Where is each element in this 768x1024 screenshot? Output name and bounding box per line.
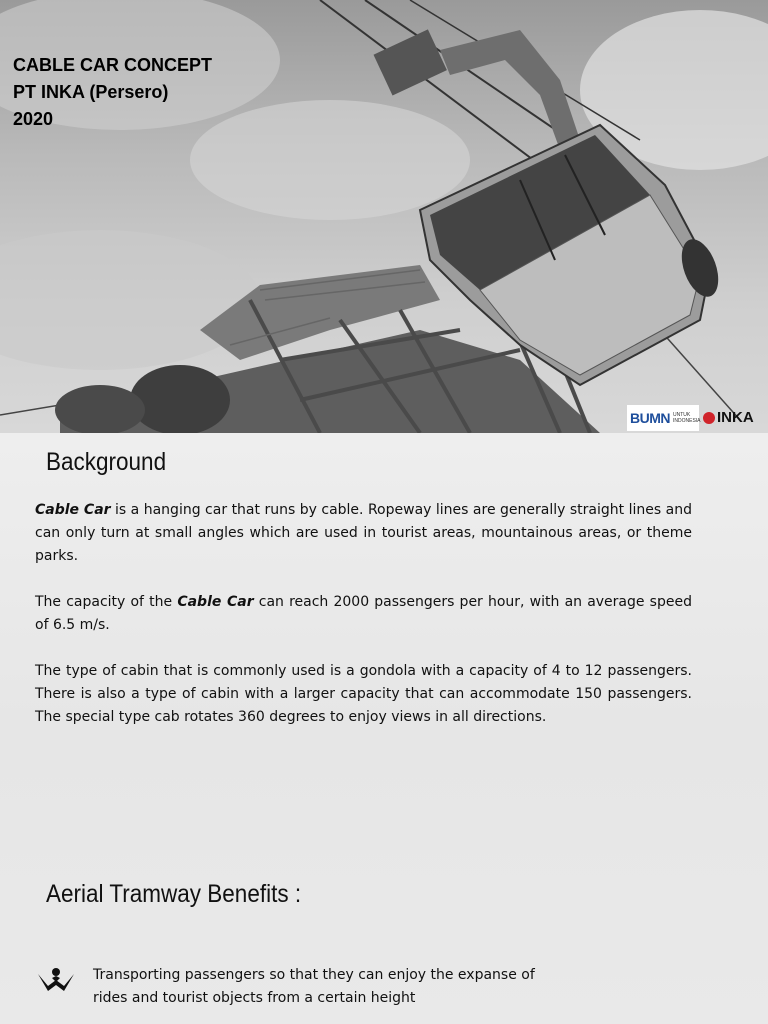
bumn-logo	[627, 405, 699, 431]
paragraph-1-text: is a hanging car that runs by cable. Ropeway lines are generally straight lines and can only turn at small angles which are used in tourist areas, mountainous areas, or theme parks.	[35, 502, 692, 564]
benefit-item-1: Transporting passengers so that they can enjoy the expanse of rides and tourist objects from a certain height	[93, 967, 535, 1006]
people-icon	[36, 966, 76, 994]
hero-title-line-3: 2020	[13, 109, 54, 129]
hero-banner	[0, 0, 768, 433]
paragraph-2-before: The capacity of the	[35, 594, 178, 610]
background-paragraph-3: The type of cabin that is commonly used is a gondola with a capacity of 4 to 12 passengers. There is also a type of cabin with a larger capacity that can accommodate 150 passengers. The special type cab rotates 360 degrees to enjoy views in all directions.	[35, 663, 692, 725]
hero-title	[13, 52, 212, 133]
cable-car-term: Cable Car	[177, 594, 254, 610]
logo-strip	[627, 403, 768, 432]
cable-car-term: Cable Car	[35, 502, 111, 518]
bumn-logo-text: BUMN	[630, 409, 670, 426]
inka-mark-icon	[703, 412, 715, 424]
hero-title-line-1: CABLE CAR CONCEPT	[13, 55, 213, 75]
background-paragraph-2	[35, 591, 692, 637]
inka-logo-text: INKA	[717, 409, 754, 426]
bumn-logo-tagline: UNTUK INDONESIA	[673, 411, 701, 424]
hero-title-line-2: PT INKA (Persero)	[13, 82, 169, 102]
background-heading: Background	[46, 448, 167, 476]
inka-logo	[703, 409, 754, 426]
background-paragraph-1	[35, 499, 692, 568]
paragraph-2-after: can reach 2000 passengers per hour, with an average speed of 6.5 m/s.	[35, 594, 692, 633]
benefits-heading: Aerial Tramway Benefits :	[46, 880, 302, 908]
